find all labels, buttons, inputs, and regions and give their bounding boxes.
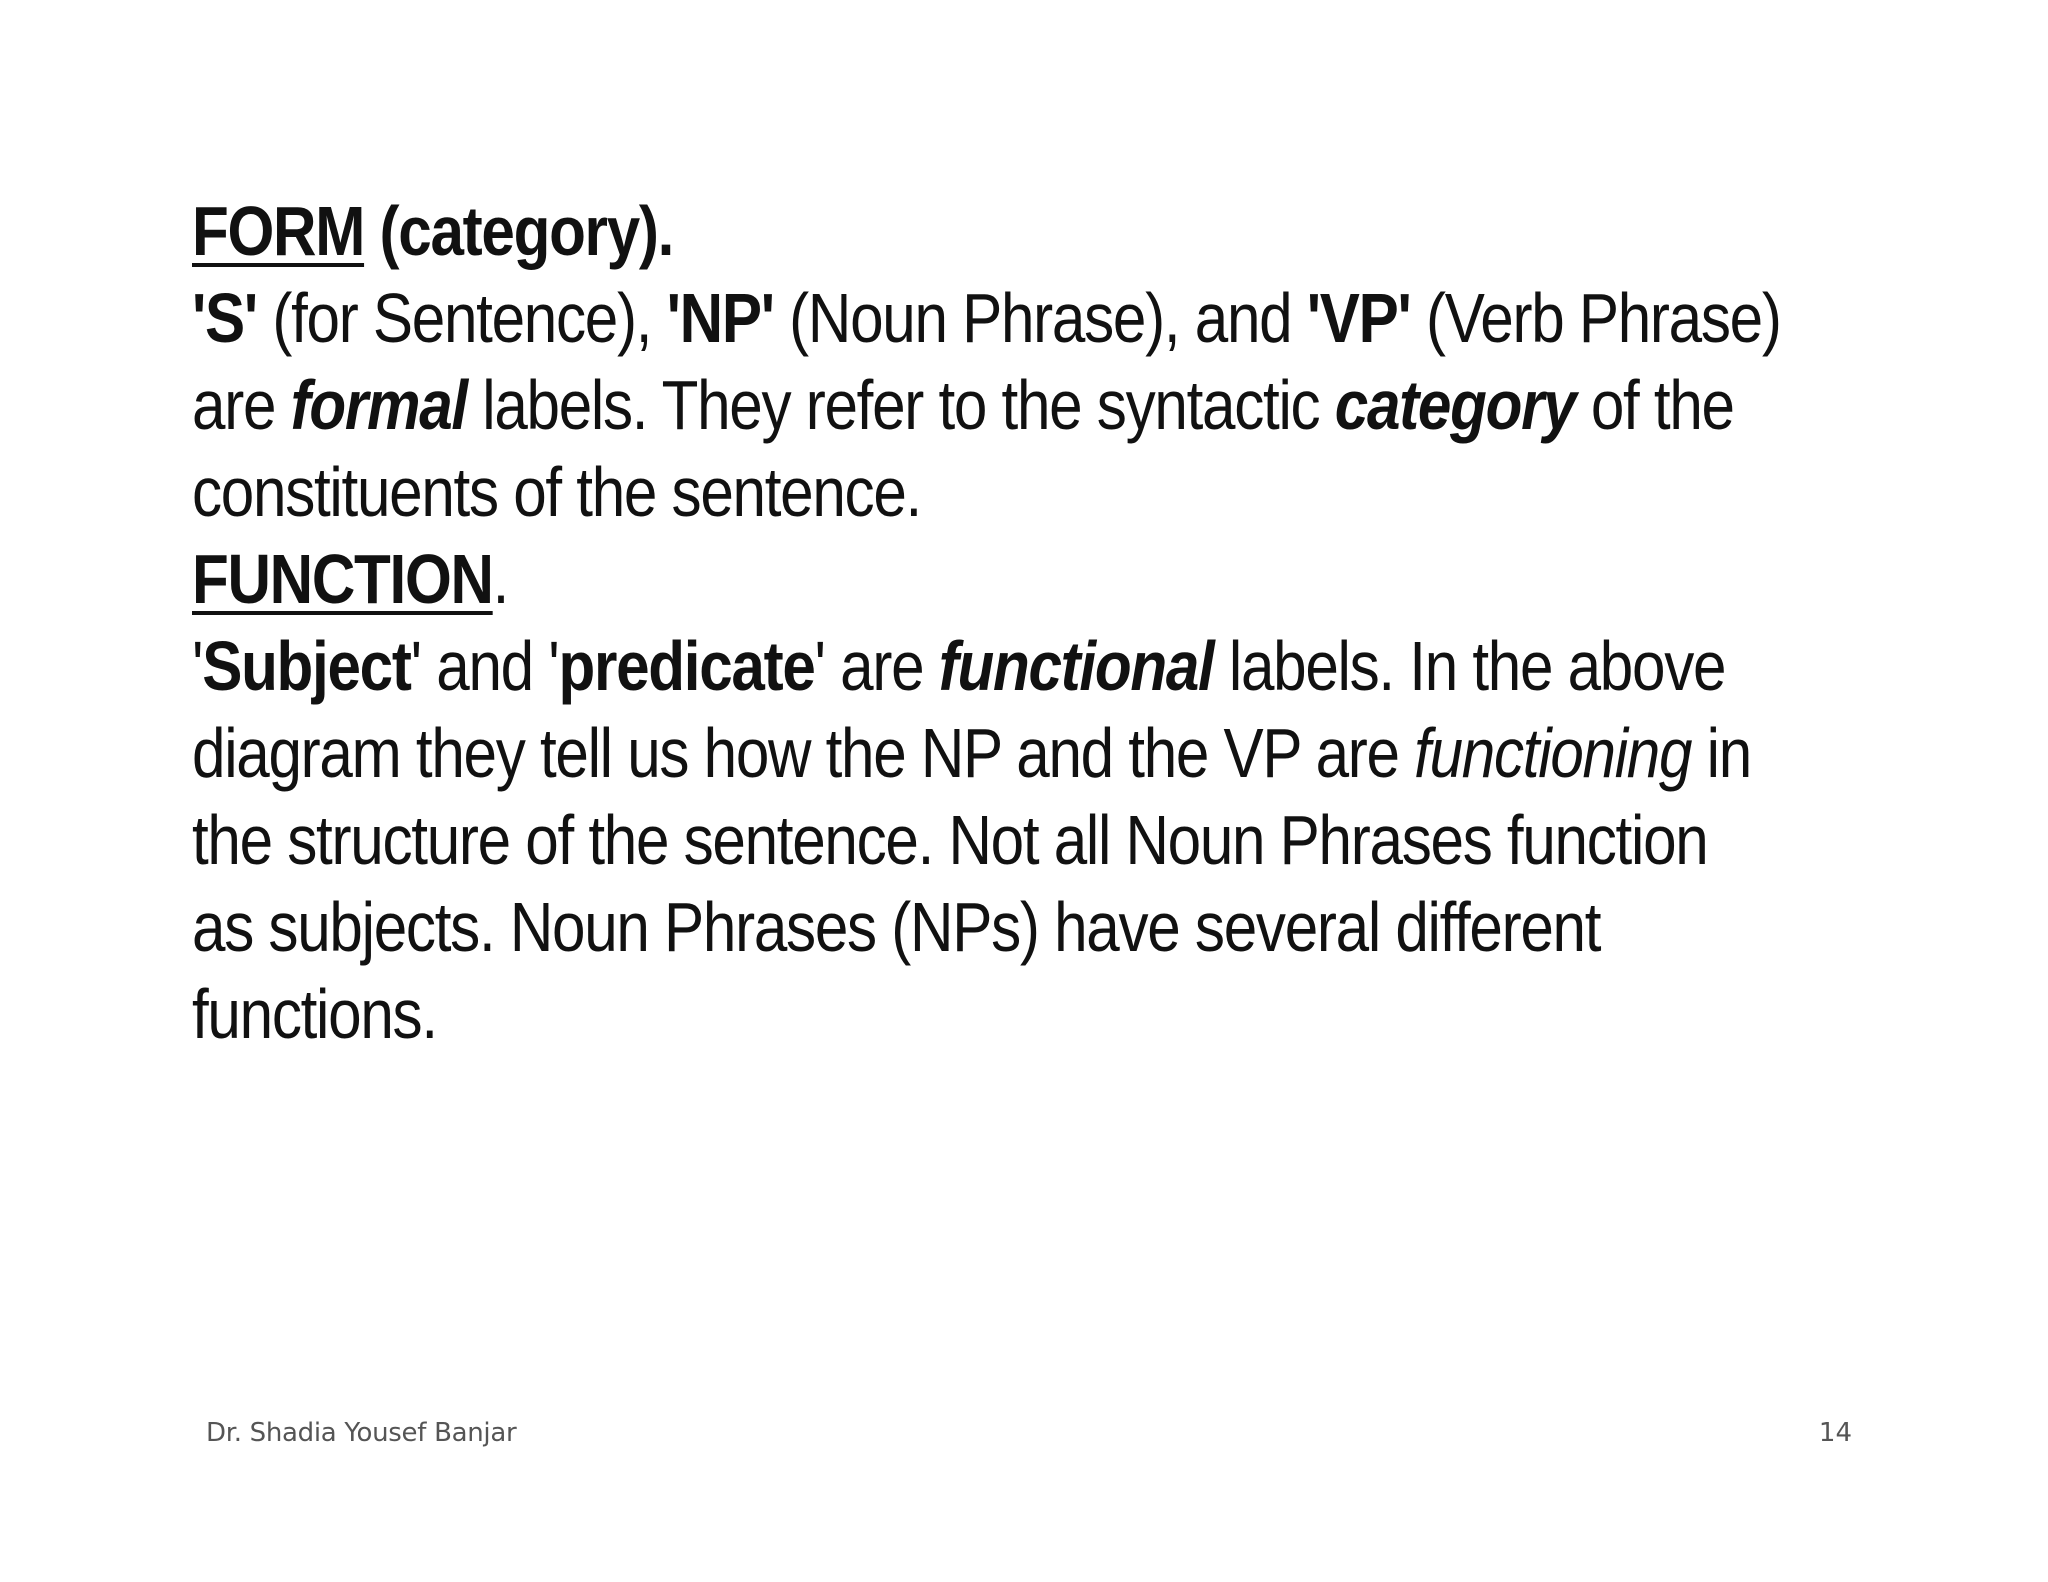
np-text: (Noun Phrase), and (773, 279, 1307, 357)
form-heading-suffix: (category). (364, 192, 674, 270)
functioning-term: functioning (1414, 714, 1692, 792)
form-line-2 (192, 362, 1734, 449)
vp-label: 'VP' (1306, 279, 1411, 357)
form-heading: FORM (192, 192, 365, 270)
function-line-3: the structure of the sentence. Not all Noun Phrases function (192, 801, 1708, 879)
form-line-3: constituents of the sentence. (192, 453, 921, 531)
page-number: 14 (1818, 1418, 1852, 1448)
function-heading-suffix: . (492, 540, 509, 618)
functional-term: functional (938, 627, 1214, 705)
slide-body (192, 188, 1781, 1058)
formal-term: formal (290, 366, 467, 444)
function-line-2-text-a: diagram they tell us how the NP and the VP are (192, 714, 1415, 792)
vp-text: (Verb Phrase) (1410, 279, 1781, 357)
form-heading-line (192, 188, 1671, 275)
np-label: 'NP' (666, 279, 774, 357)
predicate-term: predicate (558, 627, 815, 705)
function-line-1-text-b: ' are (814, 627, 939, 705)
function-line-1-quote: ' (192, 627, 203, 705)
s-text: (for Sentence), (256, 279, 667, 357)
function-line-2 (192, 710, 1751, 797)
subject-term: Subject (202, 627, 411, 705)
category-term: category (1334, 366, 1576, 444)
form-line-2-text-b: labels. They refer to the syntactic (466, 366, 1335, 444)
footer-author: Dr. Shadia Yousef Banjar (206, 1418, 517, 1448)
function-line-4: as subjects. Noun Phrases (NPs) have several different (192, 888, 1601, 966)
s-label: 'S' (192, 279, 257, 357)
form-line-1 (192, 275, 1781, 362)
form-line-2-text-a: are (192, 366, 291, 444)
function-line-1-text-c: labels. In the above (1213, 627, 1726, 705)
function-heading-line (192, 536, 1671, 623)
function-line-2-text-b: in (1691, 714, 1751, 792)
form-line-2-text-c: of the (1575, 366, 1734, 444)
function-line-1-text-a: ' and ' (410, 627, 559, 705)
function-line-5: functions. (192, 975, 437, 1053)
function-heading: FUNCTION (192, 540, 493, 618)
function-line-1 (192, 623, 1726, 710)
